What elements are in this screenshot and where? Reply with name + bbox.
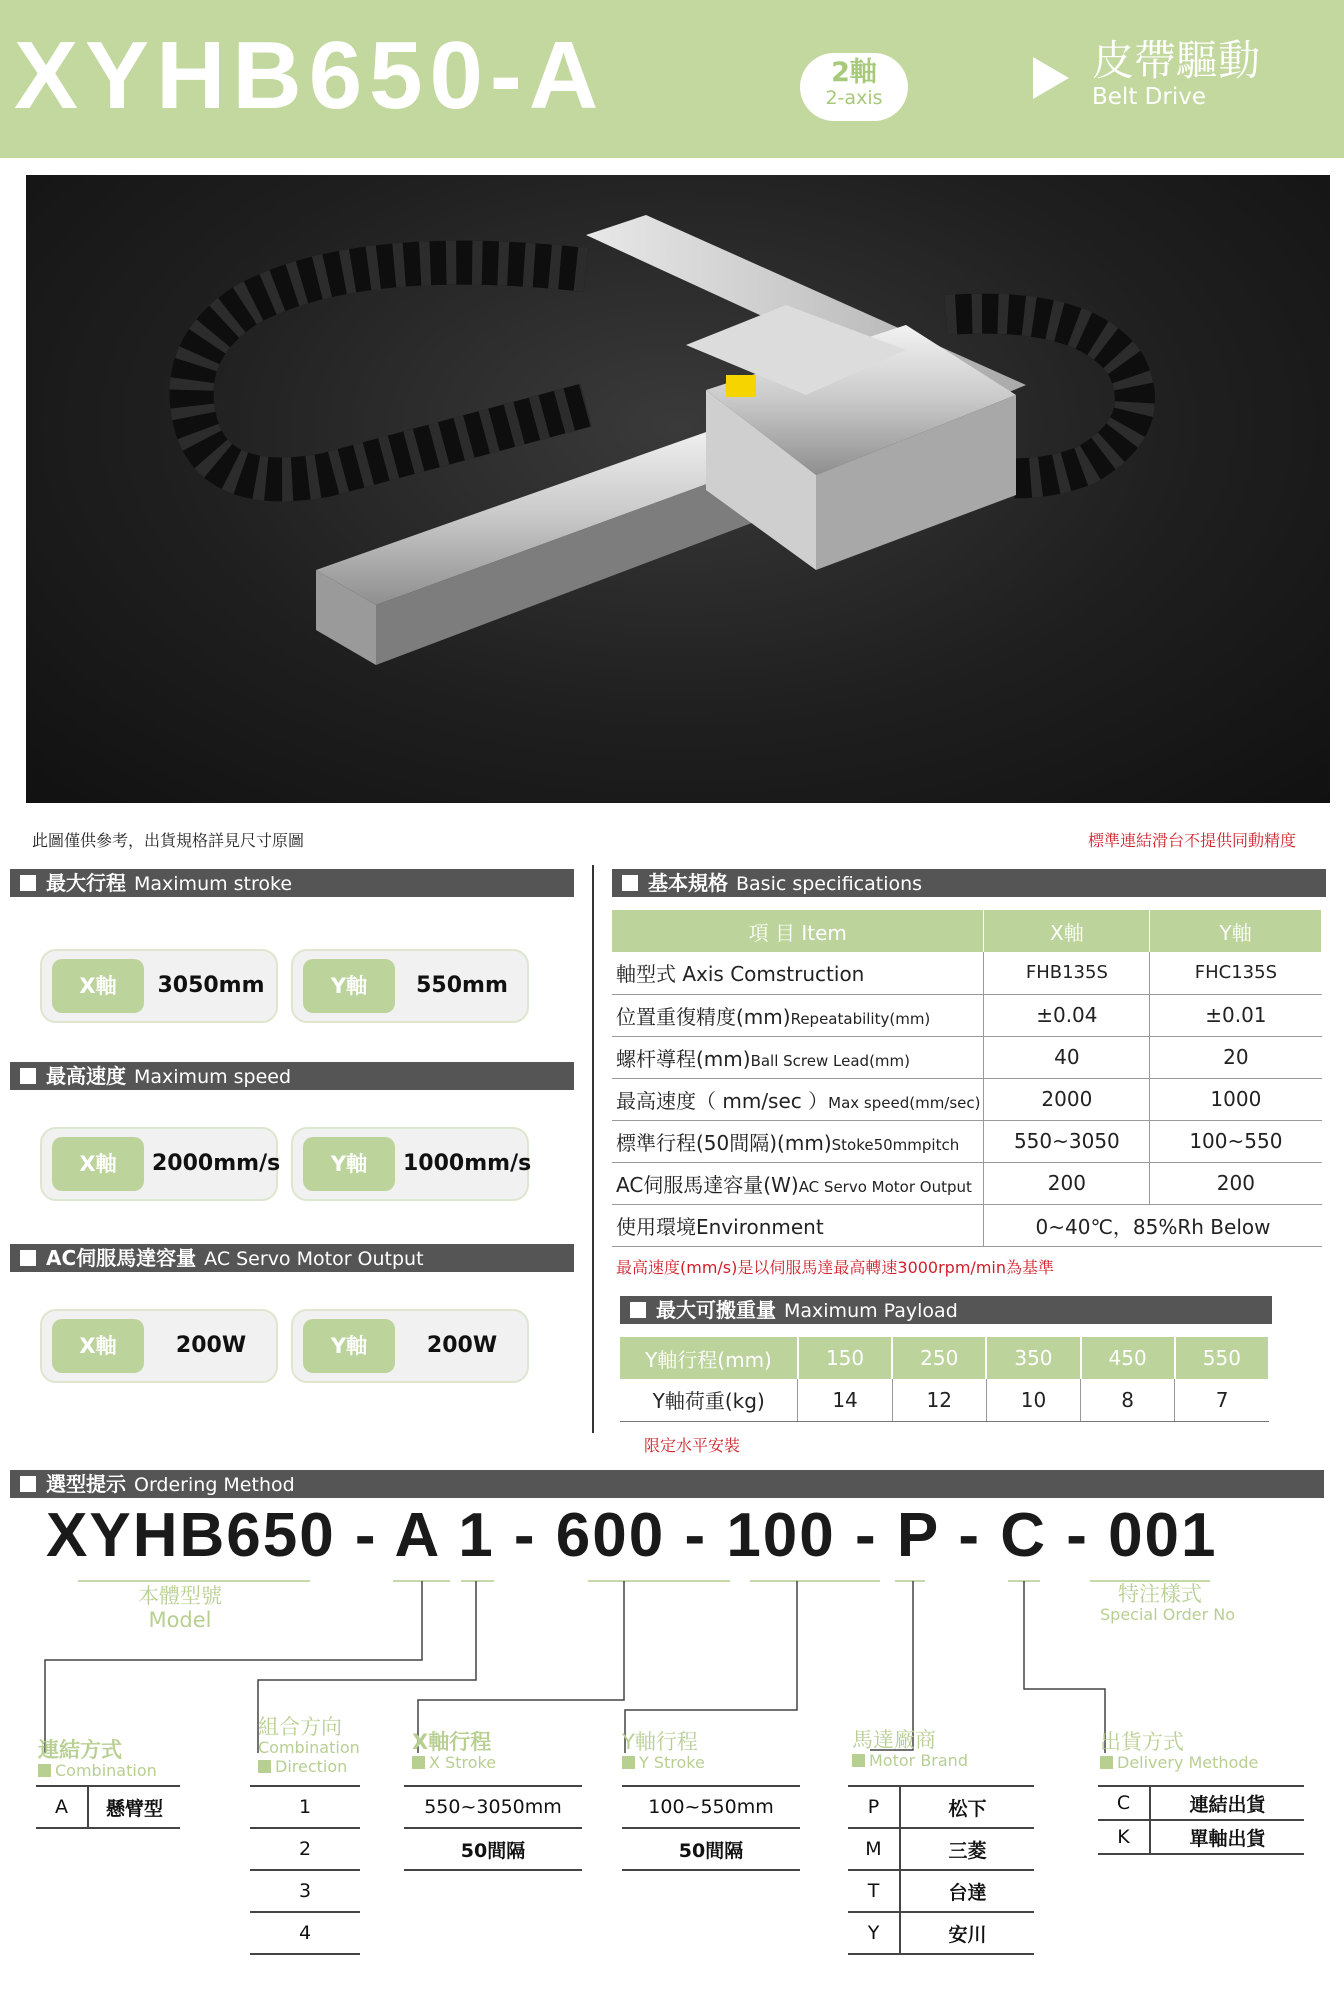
payload-stroke-value: 450 bbox=[1081, 1337, 1175, 1379]
sync-precision-note: 標準連結滑台不提供同動精度 bbox=[1087, 831, 1296, 850]
direction-label-en2: Direction bbox=[275, 1756, 348, 1776]
spec-x-value: 2000 bbox=[984, 1078, 1150, 1120]
spec-item-zh: 標準行程(50間隔)(mm) bbox=[616, 1130, 832, 1155]
y-stroke-label-zh: Y軸行程 bbox=[622, 1730, 698, 1754]
ordering-code: XYHB650 - A 1 - 600 - 100 - P - C - 001 bbox=[46, 1501, 1218, 1570]
direction-value: 1 bbox=[250, 1786, 360, 1828]
motor-brand-row bbox=[848, 1786, 1034, 1828]
spec-item-en: AC Servo Motor Output bbox=[798, 1177, 972, 1196]
combination-table bbox=[36, 1785, 180, 1829]
spec-item-en: Stoke50mmpitch bbox=[831, 1135, 960, 1154]
x-axis-label: X軸 bbox=[52, 1319, 144, 1373]
spec-item-en: Max speed(mm/sec) bbox=[828, 1093, 981, 1112]
spec-y-value: ±0.01 bbox=[1150, 994, 1322, 1036]
direction-value: 4 bbox=[250, 1912, 360, 1954]
payload-stroke-value: 150 bbox=[798, 1337, 892, 1379]
motor-brand-name: 三菱 bbox=[900, 1828, 1034, 1870]
spec-env-label: 使用環境Environment bbox=[612, 1204, 984, 1246]
special-order-zh: 特注樣式 bbox=[1118, 1582, 1202, 1606]
payload-load-value: 12 bbox=[892, 1379, 986, 1421]
x-stroke-range: 550~3050mm bbox=[404, 1786, 582, 1828]
motor-brand-name: 安川 bbox=[900, 1912, 1034, 1954]
payload-stroke-value: 250 bbox=[892, 1337, 986, 1379]
payload-stroke-label: Y軸行程(mm) bbox=[620, 1337, 798, 1379]
delivery-code: K bbox=[1098, 1820, 1150, 1854]
payload-stroke-value: 350 bbox=[986, 1337, 1080, 1379]
y-stroke-table bbox=[622, 1785, 800, 1871]
combination-row bbox=[36, 1786, 180, 1828]
direction-row bbox=[250, 1912, 360, 1954]
direction-value: 3 bbox=[250, 1870, 360, 1912]
payload-stroke-value: 550 bbox=[1175, 1337, 1269, 1379]
y-stroke-value: 550mm bbox=[416, 973, 508, 998]
y-motor-value: 200W bbox=[426, 1333, 498, 1358]
spec-x-value: ±0.04 bbox=[984, 994, 1150, 1036]
y-axis-label: Y軸 bbox=[303, 959, 395, 1013]
special-order-en: Special Order No bbox=[1100, 1605, 1236, 1625]
x-stroke-label bbox=[412, 1730, 496, 1773]
x-speed-value: 2000mm/s bbox=[152, 1151, 281, 1176]
motor-brand-row bbox=[848, 1870, 1034, 1912]
combination-label bbox=[38, 1738, 157, 1781]
combination-label-en: Combination bbox=[55, 1761, 157, 1781]
spec-x-value: FHB135S bbox=[984, 952, 1150, 994]
stroke-title-en: Maximum stroke bbox=[134, 873, 293, 895]
y-stroke-row bbox=[622, 1786, 800, 1828]
direction-row bbox=[250, 1786, 360, 1828]
payload-load-label: Y軸荷重(kg) bbox=[620, 1379, 798, 1421]
payload-title-zh: 最大可搬重量 bbox=[656, 1298, 776, 1322]
special-order-label bbox=[1100, 1582, 1236, 1625]
spec-env-value: 0~40℃，85%Rh Below bbox=[984, 1204, 1322, 1246]
motor-brand-name: 松下 bbox=[900, 1786, 1034, 1828]
x-stroke-value: 3050mm bbox=[157, 973, 265, 998]
x-stroke-label-zh: X軸行程 bbox=[412, 1730, 492, 1754]
axis-badge-zh: 2軸 bbox=[831, 57, 877, 88]
spec-item-zh: 軸型式 Axis Comstruction bbox=[616, 962, 865, 987]
spec-item-zh: 位置重復精度(mm) bbox=[616, 1004, 791, 1029]
direction-row bbox=[250, 1828, 360, 1870]
x-motor-value: 200W bbox=[175, 1333, 247, 1358]
square-bullet-icon bbox=[258, 1760, 271, 1773]
combination-label-zh: 連結方式 bbox=[38, 1738, 122, 1762]
motor-brand-row bbox=[848, 1912, 1034, 1954]
spec-item-en: Repeatability(mm) bbox=[790, 1009, 931, 1028]
spec-y-value: 20 bbox=[1150, 1036, 1322, 1078]
payload-title-en: Maximum Payload bbox=[784, 1300, 958, 1322]
delivery-row bbox=[1098, 1820, 1304, 1854]
motor-brand-code: M bbox=[848, 1828, 900, 1870]
square-bullet-icon bbox=[412, 1756, 425, 1769]
direction-label-en1: Combination bbox=[258, 1738, 360, 1758]
x-stroke-row bbox=[404, 1828, 582, 1870]
delivery-method: 單軸出貨 bbox=[1150, 1820, 1304, 1854]
drive-type-zh: 皮帶驅動 bbox=[1092, 36, 1261, 85]
spec-head-x: X軸 bbox=[984, 910, 1150, 952]
square-bullet-icon bbox=[38, 1764, 51, 1777]
delivery-label bbox=[1100, 1730, 1258, 1773]
spec-y-value: FHC135S bbox=[1150, 952, 1322, 994]
x-stroke-table bbox=[404, 1785, 582, 1871]
basic-spec-title-zh: 基本規格 bbox=[648, 871, 728, 895]
square-bullet-icon bbox=[1100, 1756, 1113, 1769]
y-speed-value: 1000mm/s bbox=[403, 1151, 532, 1176]
drive-type-en: Belt Drive bbox=[1092, 84, 1206, 110]
payload-load-value: 7 bbox=[1175, 1379, 1269, 1421]
direction-table bbox=[250, 1785, 360, 1955]
x-stroke-pitch: 50間隔 bbox=[404, 1828, 582, 1870]
motor-title-zh: AC伺服馬達容量 bbox=[46, 1246, 197, 1270]
payload-load-value: 10 bbox=[986, 1379, 1080, 1421]
motor-brand-row bbox=[848, 1828, 1034, 1870]
direction-row bbox=[250, 1870, 360, 1912]
model-label-en: Model bbox=[148, 1608, 212, 1633]
spec-y-value: 200 bbox=[1150, 1162, 1322, 1204]
delivery-table bbox=[1098, 1785, 1304, 1855]
y-axis-label: Y軸 bbox=[303, 1319, 395, 1373]
direction-label bbox=[258, 1715, 360, 1776]
motor-brand-code: Y bbox=[848, 1912, 900, 1954]
spec-item-zh: 螺杆導程(mm) bbox=[616, 1046, 751, 1071]
direction-label-zh: 組合方向 bbox=[258, 1715, 342, 1739]
motor-title-en: AC Servo Motor Output bbox=[204, 1248, 424, 1270]
motor-brand-code: T bbox=[848, 1870, 900, 1912]
delivery-label-en: Delivery Methode bbox=[1117, 1753, 1259, 1773]
motor-brand-name: 台達 bbox=[900, 1870, 1034, 1912]
delivery-method: 連結出貨 bbox=[1150, 1786, 1304, 1820]
spec-x-value: 200 bbox=[984, 1162, 1150, 1204]
speed-title-zh: 最高速度 bbox=[46, 1064, 126, 1088]
stroke-title-zh: 最大行程 bbox=[46, 871, 126, 895]
direction-value: 2 bbox=[250, 1828, 360, 1870]
x-stroke-row bbox=[404, 1786, 582, 1828]
delivery-code: C bbox=[1098, 1786, 1150, 1820]
motor-brand-label bbox=[852, 1728, 968, 1771]
motor-brand-table bbox=[848, 1785, 1034, 1955]
spec-item-en: Ball Screw Lead(mm) bbox=[750, 1051, 910, 1070]
max-speed-note: 最高速度(mm/s)是以伺服馬達最高轉速3000rpm/min為基準 bbox=[616, 1258, 1054, 1277]
y-axis-label: Y軸 bbox=[303, 1137, 395, 1191]
model-title: XYHB650-A bbox=[14, 22, 606, 129]
square-bullet-icon bbox=[852, 1754, 865, 1767]
delivery-label-zh: 出貨方式 bbox=[1100, 1730, 1184, 1754]
delivery-row bbox=[1098, 1786, 1304, 1820]
motor-brand-label-zh: 馬達廠商 bbox=[852, 1728, 936, 1752]
payload-load-value: 14 bbox=[798, 1379, 892, 1421]
x-axis-label: X軸 bbox=[52, 959, 144, 1013]
model-label-zh: 本體型號 bbox=[138, 1584, 222, 1608]
combination-value: 懸臂型 bbox=[88, 1786, 180, 1828]
spec-x-value: 40 bbox=[984, 1036, 1150, 1078]
spec-x-value: 550~3050 bbox=[984, 1120, 1150, 1162]
basic-spec-title-en: Basic specifications bbox=[736, 873, 923, 895]
x-axis-label: X軸 bbox=[52, 1137, 144, 1191]
spec-head-y: Y軸 bbox=[1150, 910, 1322, 952]
image-reference-note: 此圖僅供參考，出貨規格詳見尺寸原圖 bbox=[32, 831, 305, 850]
spec-item-zh: 最高速度（ mm/sec ） bbox=[616, 1088, 829, 1113]
y-stroke-range: 100~550mm bbox=[622, 1786, 800, 1828]
square-bullet-icon bbox=[622, 1756, 635, 1769]
y-stroke-row bbox=[622, 1828, 800, 1870]
spec-item-zh: AC伺服馬達容量(W) bbox=[616, 1172, 799, 1197]
spec-y-value: 1000 bbox=[1150, 1078, 1322, 1120]
y-stroke-label bbox=[622, 1730, 705, 1773]
spec-head-item: 項 目 Item bbox=[612, 910, 984, 952]
ordering-title-zh: 選型提示 bbox=[46, 1472, 126, 1496]
ordering-title-en: Ordering Method bbox=[134, 1474, 295, 1496]
model-label bbox=[110, 1584, 250, 1632]
y-stroke-label-en: Y Stroke bbox=[639, 1753, 705, 1773]
horizontal-mount-note: 限定水平安裝 bbox=[644, 1436, 741, 1455]
motor-brand-code: P bbox=[848, 1786, 900, 1828]
axis-badge-en: 2-axis bbox=[825, 86, 883, 109]
y-stroke-pitch: 50間隔 bbox=[622, 1828, 800, 1870]
payload-load-value: 8 bbox=[1081, 1379, 1175, 1421]
spec-y-value: 100~550 bbox=[1150, 1120, 1322, 1162]
x-stroke-label-en: X Stroke bbox=[429, 1753, 497, 1773]
motor-brand-label-en: Motor Brand bbox=[869, 1751, 968, 1771]
combination-code: A bbox=[36, 1786, 88, 1828]
speed-title-en: Maximum speed bbox=[134, 1066, 292, 1088]
